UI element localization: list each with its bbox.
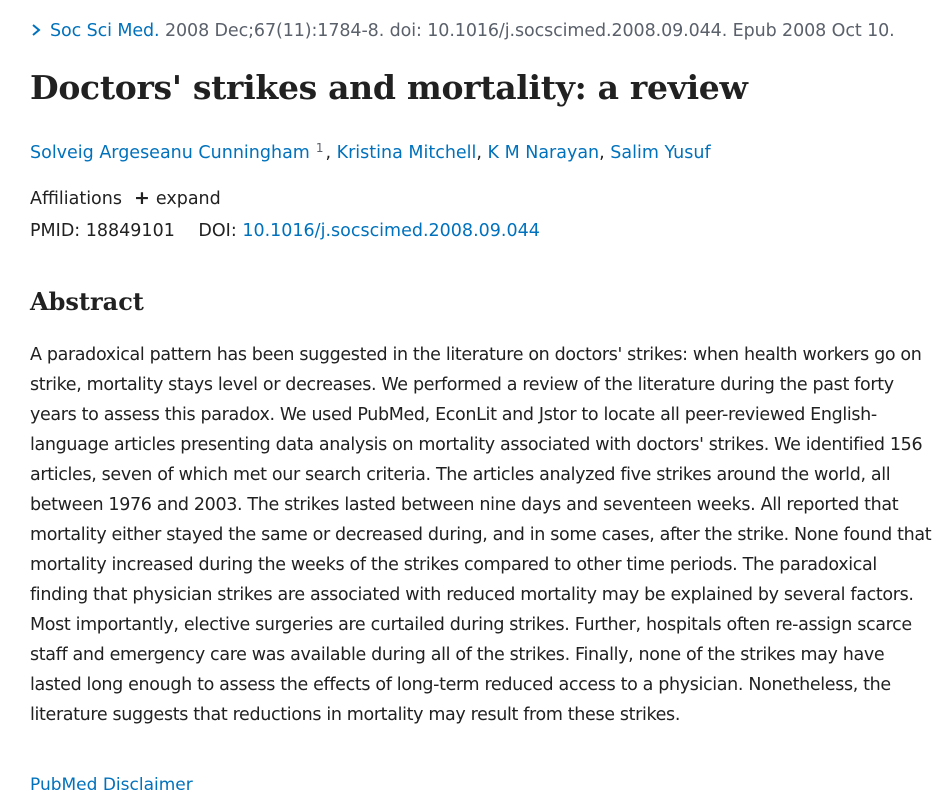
author-separator: , — [325, 143, 337, 163]
article-identifiers — [30, 221, 540, 241]
article-title: Doctors' strikes and mortality: a review — [30, 68, 748, 107]
author-link-4[interactable]: Salim Yusuf — [610, 143, 711, 163]
affiliation-ref[interactable]: 1 — [315, 141, 324, 155]
doi-label: DOI: — [198, 221, 237, 241]
pubmed-disclaimer-link[interactable]: PubMed Disclaimer — [30, 775, 193, 795]
expand-label: expand — [155, 189, 221, 209]
affiliations-toggle[interactable] — [30, 187, 221, 209]
author-link-1[interactable]: Solveig Argeseanu Cunningham — [30, 143, 310, 163]
authors-list — [30, 141, 711, 163]
pmid-label: PMID: — [30, 221, 81, 241]
citation-details: 2008 Dec;67(11):1784-8. doi: 10.1016/j.socscimed.2008.09.044. Epub 2008 Oct 10. — [159, 21, 895, 41]
author-separator: , — [599, 143, 611, 163]
abstract-text: A paradoxical pattern has been suggested in the literature on doctors' strikes: when health workers go on strike, mortality stays level or decreases. We performed a review of the literature during the past forty years to assess this paradox. We used PubMed, EconLit and Jstor to locate all peer-reviewed English-language articles presenting data analysis on mortality associated with doctors' strikes. We identified 156 articles, seven of which met our search criteria. The articles analyzed five strikes around the world, all between 1976 and 2003. The strikes lasted between nine days and seventeen weeks. All reported that mortality either stayed the same or decreased during, and in some cases, after the strike. None found that mortality increased during the weeks of the strikes compared to other time periods. The paradoxical finding that physician strikes are associated with reduced mortality may be explained by several factors. Most importantly, elective surgeries are curtailed during strikes. Further, hospitals often re-assign scarce staff and emergency care was available during all of the strikes. Finally, none of the strikes may have lasted long enough to assess the effects of long-term reduced access to a physician. Nonetheless, the literature suggests that reductions in mortality may result from these strikes. — [30, 345, 932, 725]
journal-link[interactable]: Soc Sci Med. — [50, 21, 160, 41]
chevron-right-icon[interactable] — [30, 22, 44, 42]
pmid-value: 18849101 — [85, 221, 175, 241]
author-separator: , — [476, 143, 488, 163]
abstract-heading: Abstract — [30, 287, 144, 316]
affiliations-label: Affiliations — [30, 189, 122, 209]
author-link-2[interactable]: Kristina Mitchell — [336, 143, 477, 163]
journal-citation — [30, 21, 895, 42]
author-link-3[interactable]: K M Narayan — [487, 143, 600, 163]
doi-link[interactable]: 10.1016/j.socscimed.2008.09.044 — [242, 221, 540, 241]
plus-icon: + — [133, 187, 150, 209]
